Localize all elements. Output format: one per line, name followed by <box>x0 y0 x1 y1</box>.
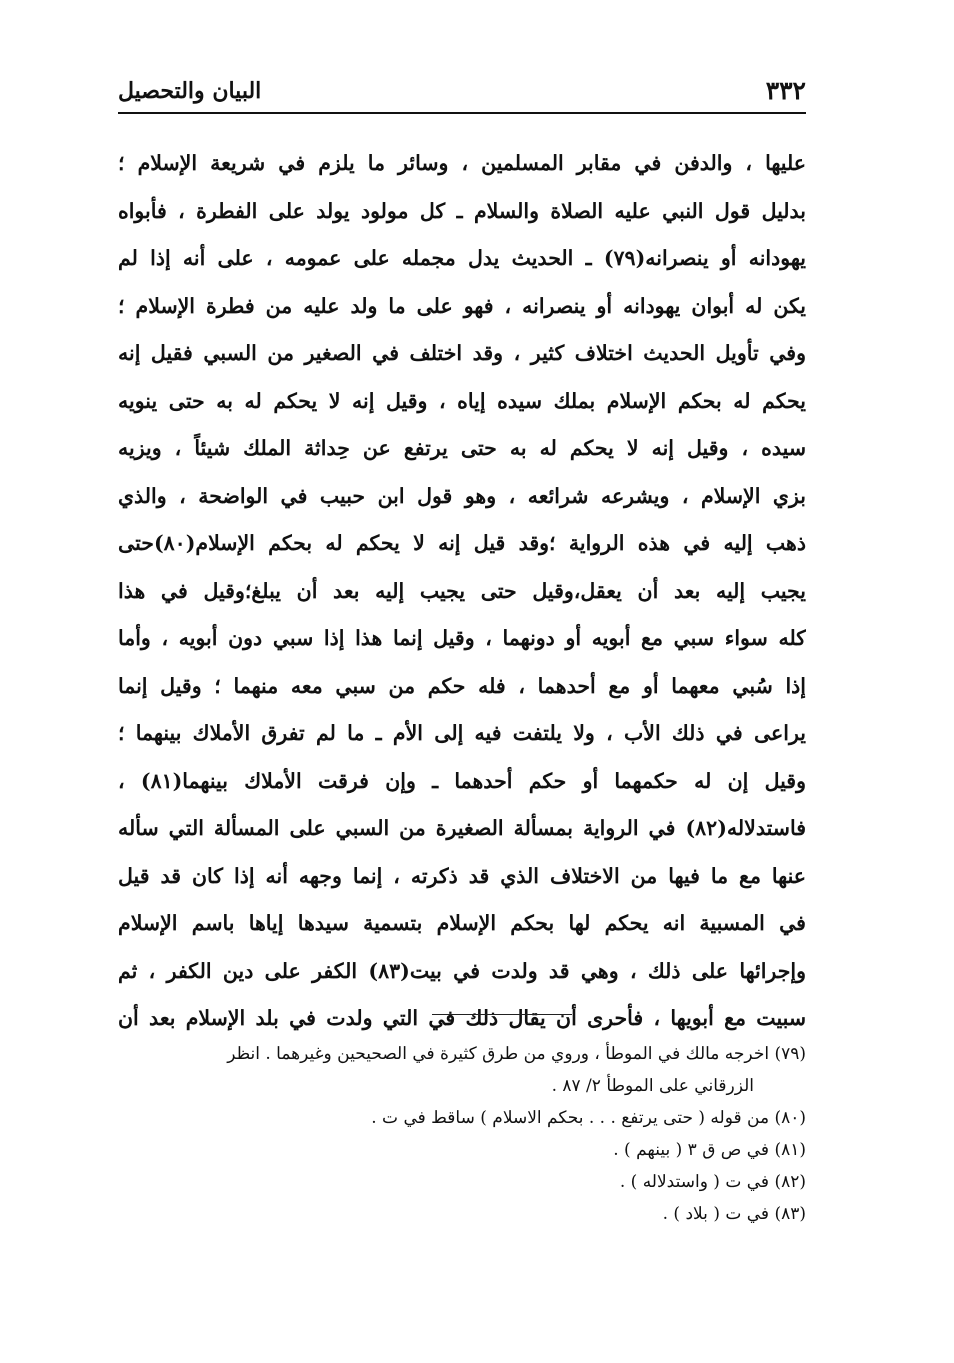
footnote-81: (٨١) في ص ق ٣ ( بينهم ) . <box>613 1140 806 1160</box>
page-number: ٣٣٢ <box>765 76 806 105</box>
body-line: عنها مع ما فيها من الاختلاف الذي قد ذكرته ، إنما وجهه أنه إذا كان قد قيل <box>118 863 806 888</box>
footnote-82: (٨٢) في ت ( واستدلاله ) . <box>619 1172 806 1192</box>
body-line: فاستدلاله(٨٢) في الرواية بمسألة الصغيرة من السبي على المسألة التي سأله <box>118 816 806 840</box>
body-line: بزي الإسلام ، ويشرعه شرائعه ، وهو قول ابن حبيب في الواضحة ، والذي <box>118 483 806 508</box>
body-line: يراعى في ذلك الأب ، ولا يلتفت فيه إلى الأم ـ ما لم تفرق الأملاك بينهما ؛ <box>118 721 806 745</box>
body-text <box>118 140 806 1043</box>
body-line: وإجرائها على ذلك ، وهي قد ولدت في بيت(٨٣) الكفر على دين الكفر ، ثم <box>118 958 806 983</box>
body-line: كله سواء سبي مع أبويه أو دونهما ، وقيل إنما هذا إذا سبي دون أبويه ، وأما <box>118 626 806 650</box>
body-line: إذا سُبي معهما أو مع أحدهما ، فله حكم من سبي معه منهما ؛ وقيل إنما <box>118 673 806 698</box>
footnote-79-continued: الزرقاني على الموطأ ٢/ ٨٧ . <box>551 1076 754 1096</box>
body-line: يهودانه أو ينصرانه(٧٩) ـ الحديث يدل مجمله على عمومه ، على أنه إذا لم <box>118 246 806 270</box>
footnote-83: (٨٣) في ت ( بلاد ) . <box>662 1204 806 1224</box>
running-title: البيان والتحصيل <box>118 78 262 104</box>
body-line: عليها ، والدفن في مقابر المسلمين ، وسائر ما يلزم في شريعة الإسلام ؛ <box>118 151 806 175</box>
footnotes <box>118 1038 806 1230</box>
body-line: يجيب إليه بعد أن يعقل،وقيل حتى يجيب إليه بعد أن يبلغ؛وقيل في هذا <box>118 578 806 603</box>
body-line: سبيت مع أبويها ، فأحرى أن يقال ذلك في التي ولدت في بلد الإسلام بعد أن <box>118 1006 806 1030</box>
body-line: يحكم له بحكم الإسلام بملك سيده إياه ، وقيل إنه لا يحكم له به حتى ينويه <box>118 388 806 413</box>
header-rule <box>118 112 806 114</box>
body-line: يكن له أبوان يهودانه أو ينصرانه ، فهو على ما ولد عليه من فطرة الإسلام ؛ <box>118 293 806 318</box>
page-header <box>118 66 806 110</box>
body-line: وقيل إن له حكمهما أو حكم أحدهما ـ وإن فرقت الأملاك بينهما(٨١) ، <box>118 768 806 793</box>
body-line: بدليل قول النبي عليه الصلاة والسلام ـ كل مولود يولد على الفطرة ، فأبواه <box>118 198 806 223</box>
body-line: سيده ، وقيل إنه لا يحكم له به حتى يرتفع عن حِداثة الملك شيئاً ، ويزيه <box>118 436 806 460</box>
footnote-79: (٧٩) اخرجه مالك في الموطأ ، وروي من طرق كثيرة في الصحيحين وغيرهما . انظر <box>227 1044 806 1064</box>
footnote-rule <box>432 1014 572 1015</box>
body-line: ذهب إليه في هذه الرواية ؛وقد قيل إنه لا يحكم له بحكم الإسلام(٨٠)حتى <box>118 531 806 555</box>
body-line: في المسبية انه يحكم لها بحكم الإسلام بتسمية سيدها إياها باسم الإسلام <box>118 911 806 935</box>
body-line: وفي تأويل الحديث اختلاف كثير ، وقد اختلف في الصغير من السبي فقيل إنه <box>118 341 806 365</box>
footnote-80: (٨٠) من قوله ( حتى يرتفع . . . بحكم الاسلام ) ساقط في ت . <box>371 1108 806 1128</box>
